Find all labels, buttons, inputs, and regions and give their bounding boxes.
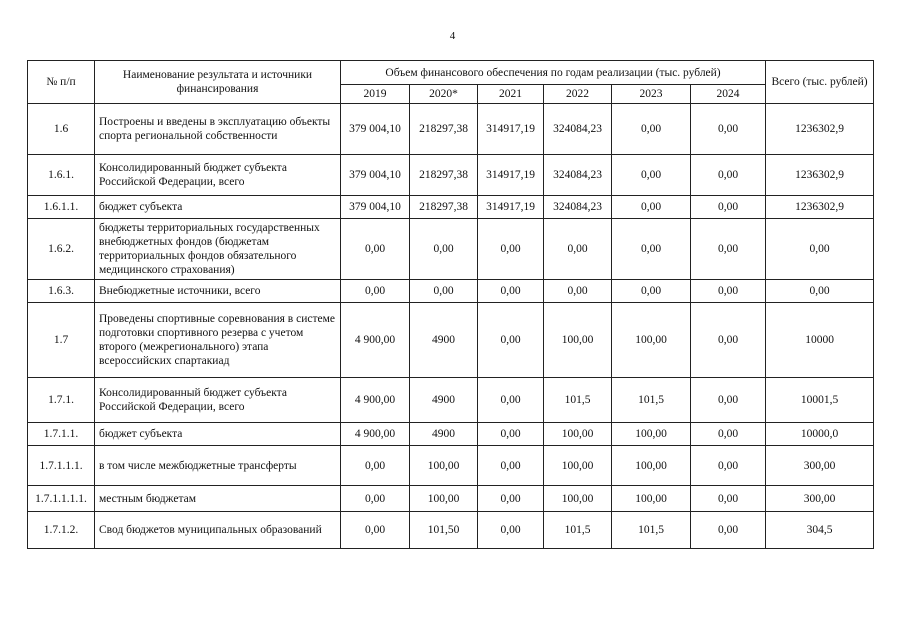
row-number: 1.7: [28, 303, 95, 378]
year-value: 0,00: [691, 423, 766, 446]
year-value: 4900: [410, 378, 478, 423]
year-value: 101,5: [612, 378, 691, 423]
year-value: 0,00: [691, 104, 766, 155]
page-number: 4: [449, 30, 456, 42]
year-value: 0,00: [478, 423, 544, 446]
year-value: 100,00: [410, 486, 478, 512]
year-value: 4900: [410, 303, 478, 378]
year-value: 314917,19: [478, 104, 544, 155]
year-value: 0,00: [478, 512, 544, 549]
year-value: 0,00: [691, 446, 766, 486]
year-value: 379 004,10: [341, 104, 410, 155]
year-value: 324084,23: [544, 104, 612, 155]
table-row: [28, 303, 874, 378]
row-number: 1.7.1.: [28, 378, 95, 423]
header-year: 2023: [612, 85, 691, 104]
year-value: 4 900,00: [341, 378, 410, 423]
header-year: 2019: [341, 85, 410, 104]
row-name: бюджеты территориальных государственных внебюджетных фондов (бюджетам территориальных фондов обязательного медицинского страхования): [95, 219, 341, 280]
row-number: 1.6.3.: [28, 280, 95, 303]
year-value: 0,00: [478, 378, 544, 423]
header-year: 2022: [544, 85, 612, 104]
year-value: 314917,19: [478, 196, 544, 219]
year-value: 0,00: [410, 219, 478, 280]
year-value: 100,00: [544, 446, 612, 486]
year-value: 101,50: [410, 512, 478, 549]
table-row: [28, 486, 874, 512]
year-value: 314917,19: [478, 155, 544, 196]
row-number: 1.7.1.1.: [28, 423, 95, 446]
row-total: 10000,0: [766, 423, 874, 446]
year-value: 0,00: [341, 512, 410, 549]
year-value: 0,00: [691, 512, 766, 549]
row-number: 1.6: [28, 104, 95, 155]
header-year: 2021: [478, 85, 544, 104]
year-value: 4900: [410, 423, 478, 446]
row-name: бюджет субъекта: [95, 423, 341, 446]
row-name: Консолидированный бюджет субъекта Российской Федерации, всего: [95, 378, 341, 423]
row-name: в том числе межбюджетные трансферты: [95, 446, 341, 486]
year-value: 0,00: [612, 104, 691, 155]
row-total: 300,00: [766, 486, 874, 512]
year-value: 0,00: [478, 303, 544, 378]
year-value: 0,00: [341, 219, 410, 280]
year-value: 324084,23: [544, 196, 612, 219]
year-value: 0,00: [691, 486, 766, 512]
year-value: 0,00: [478, 280, 544, 303]
row-number: 1.7.1.1.1.1.: [28, 486, 95, 512]
table-row: [28, 104, 874, 155]
year-value: 101,5: [544, 512, 612, 549]
row-name: Свод бюджетов муниципальных образований: [95, 512, 341, 549]
row-total: 304,5: [766, 512, 874, 549]
year-value: 101,5: [612, 512, 691, 549]
year-value: 4 900,00: [341, 303, 410, 378]
year-value: 100,00: [612, 303, 691, 378]
year-value: 0,00: [691, 280, 766, 303]
table-row: [28, 446, 874, 486]
year-value: 100,00: [612, 486, 691, 512]
row-number: 1.6.2.: [28, 219, 95, 280]
year-value: 0,00: [341, 280, 410, 303]
year-value: 0,00: [478, 446, 544, 486]
year-value: 0,00: [478, 219, 544, 280]
year-value: 100,00: [544, 423, 612, 446]
header-num: № п/п: [28, 61, 95, 104]
year-value: 0,00: [478, 486, 544, 512]
row-number: 1.6.1.1.: [28, 196, 95, 219]
row-name: местным бюджетам: [95, 486, 341, 512]
year-value: 379 004,10: [341, 155, 410, 196]
year-value: 0,00: [691, 219, 766, 280]
year-value: 100,00: [612, 446, 691, 486]
table-row: [28, 280, 874, 303]
row-name: Консолидированный бюджет субъекта Российской Федерации, всего: [95, 155, 341, 196]
year-value: 0,00: [612, 155, 691, 196]
row-name: Построены и введены в эксплуатацию объекты спорта региональной собственности: [95, 104, 341, 155]
year-value: 100,00: [544, 303, 612, 378]
year-value: 218297,38: [410, 104, 478, 155]
year-value: 0,00: [612, 196, 691, 219]
year-value: 100,00: [410, 446, 478, 486]
table-row: [28, 155, 874, 196]
year-value: 218297,38: [410, 155, 478, 196]
header-total: Всего (тыс. рублей): [766, 61, 874, 104]
year-value: 218297,38: [410, 196, 478, 219]
row-total: 0,00: [766, 219, 874, 280]
year-value: 379 004,10: [341, 196, 410, 219]
header-name: Наименование результата и источники финансирования: [95, 61, 341, 104]
row-name: Внебюджетные источники, всего: [95, 280, 341, 303]
year-value: 101,5: [544, 378, 612, 423]
budget-table: [27, 60, 874, 549]
row-total: 0,00: [766, 280, 874, 303]
year-value: 0,00: [691, 378, 766, 423]
year-value: 0,00: [341, 446, 410, 486]
header-year: 2020*: [410, 85, 478, 104]
row-total: 1236302,9: [766, 155, 874, 196]
year-value: 100,00: [612, 423, 691, 446]
row-number: 1.7.1.2.: [28, 512, 95, 549]
year-value: 0,00: [612, 219, 691, 280]
row-total: 1236302,9: [766, 196, 874, 219]
row-total: 10000: [766, 303, 874, 378]
table-row: [28, 196, 874, 219]
year-value: 0,00: [544, 219, 612, 280]
row-number: 1.7.1.1.1.: [28, 446, 95, 486]
row-total: 300,00: [766, 446, 874, 486]
year-value: 0,00: [341, 486, 410, 512]
year-value: 324084,23: [544, 155, 612, 196]
row-name: бюджет субъекта: [95, 196, 341, 219]
year-value: 0,00: [691, 303, 766, 378]
row-total: 1236302,9: [766, 104, 874, 155]
year-value: 100,00: [544, 486, 612, 512]
year-value: 0,00: [691, 155, 766, 196]
row-total: 10001,5: [766, 378, 874, 423]
year-value: 4 900,00: [341, 423, 410, 446]
header-years-span: Объем финансового обеспечения по годам реализации (тыс. рублей): [341, 61, 766, 85]
table-row: [28, 219, 874, 280]
year-value: 0,00: [544, 280, 612, 303]
year-value: 0,00: [612, 280, 691, 303]
year-value: 0,00: [410, 280, 478, 303]
year-value: 0,00: [691, 196, 766, 219]
row-name: Проведены спортивные соревнования в системе подготовки спортивного резерва с учетом второго (межрегионального) этапа всероссийских спартакиад: [95, 303, 341, 378]
row-number: 1.6.1.: [28, 155, 95, 196]
table-row: [28, 378, 874, 423]
table-row: [28, 512, 874, 549]
header-year: 2024: [691, 85, 766, 104]
table-row: [28, 423, 874, 446]
